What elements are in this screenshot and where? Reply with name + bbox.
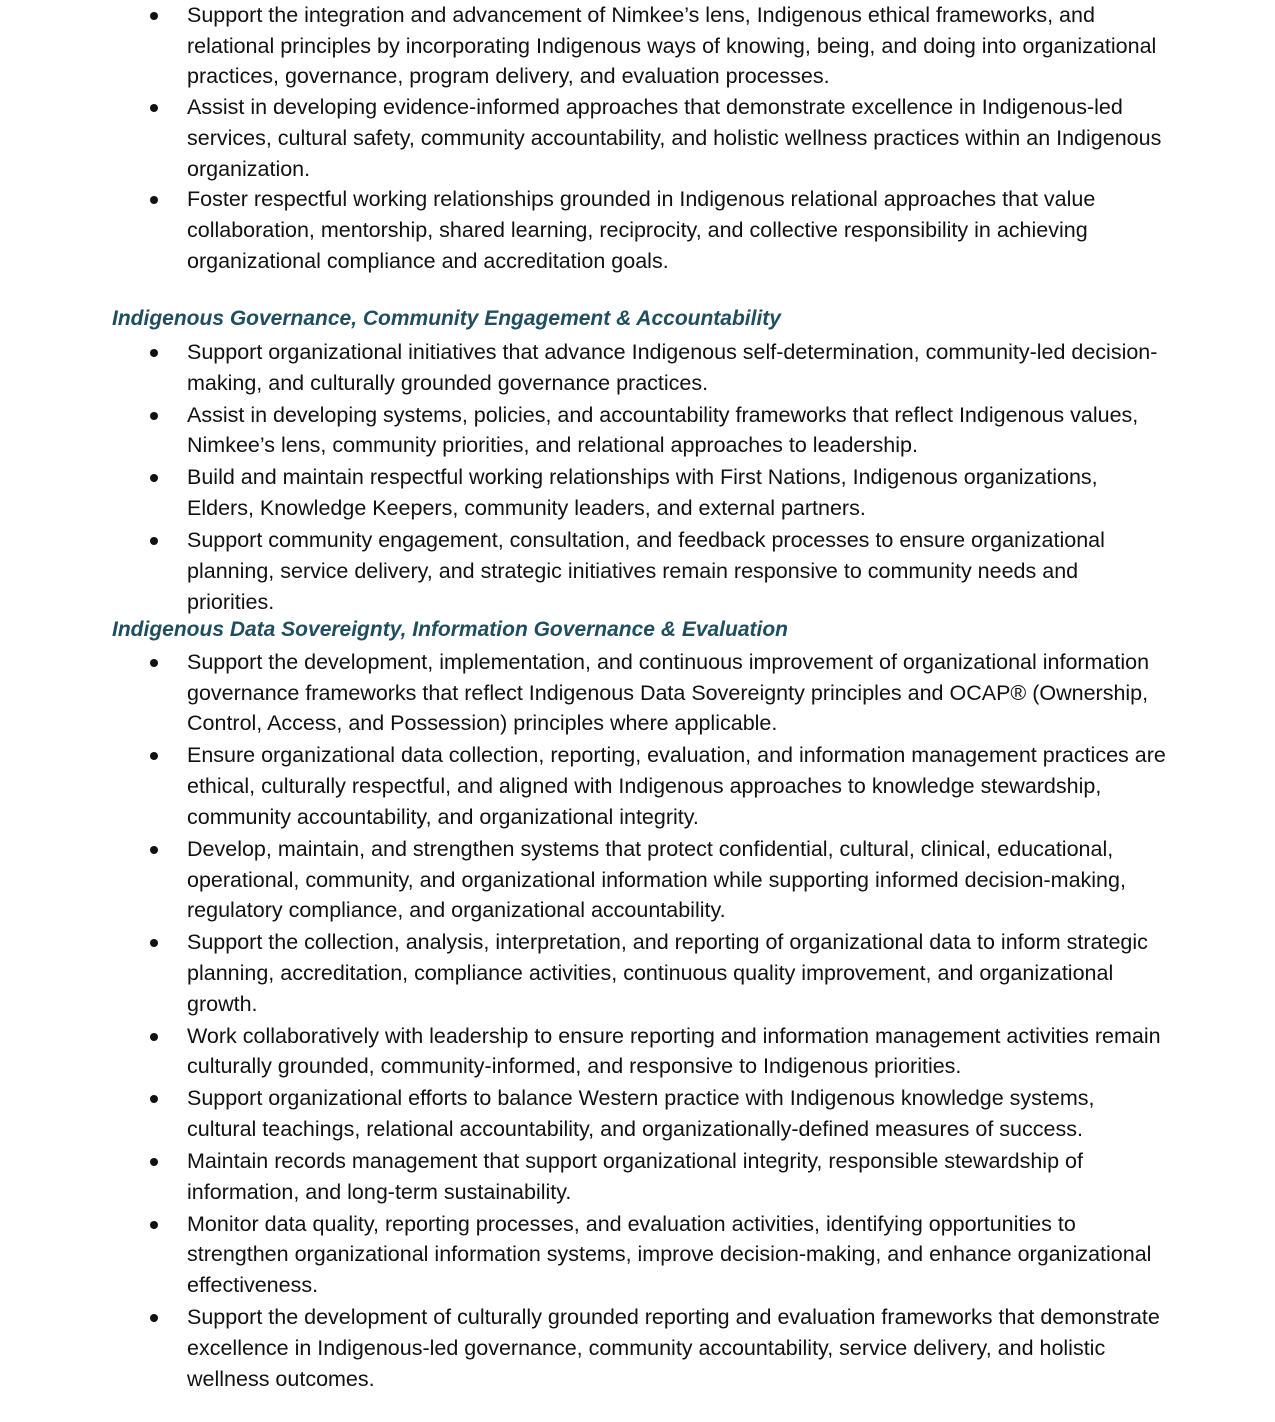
bullet-icon — [150, 1314, 158, 1322]
section-heading-data-sovereignty: Indigenous Data Sovereignty, Information Governance & Evaluation — [112, 618, 789, 641]
list-item: Maintain records management that support organizational integrity, responsible stewardship of information, and long-term sustainability. — [0, 1146, 1167, 1207]
bullet-icon — [150, 1095, 158, 1103]
data-sovereignty-bullet-list — [0, 647, 1275, 1394]
list-item: Support community engagement, consultation, and feedback processes to ensure organizational planning, service delivery, and strategic initiatives remain responsive to community needs and priorities. — [0, 525, 1167, 617]
list-item: Support the integration and advancement of Nimkee’s lens, Indigenous ethical frameworks, and relational principles by incorporating Indigenous ways of knowing, being, and doing into organizational practices, governance, program delivery, and evaluation processes. — [0, 0, 1167, 92]
list-item: Support the development of culturally grounded reporting and evaluation frameworks that demonstrate excellence in Indigenous-led governance, community accountability, service delivery, and holistic wellness outcomes. — [0, 1302, 1167, 1394]
section-heading-governance: Indigenous Governance, Community Engagement & Accountability — [112, 307, 781, 330]
list-item: Foster respectful working relationships grounded in Indigenous relational approaches that value collaboration, mentorship, shared learning, reciprocity, and collective responsibility in achieving organizational compliance and accreditation goals. — [0, 184, 1167, 276]
bullet-icon — [150, 752, 158, 760]
data-sovereignty-section — [0, 647, 1275, 1396]
list-item: Support organizational initiatives that advance Indigenous self-determination, community-led decision-making, and culturally grounded governance practices. — [0, 337, 1167, 398]
bullet-icon — [150, 412, 158, 420]
list-item: Support the collection, analysis, interpretation, and reporting of organizational data to inform strategic planning, accreditation, compliance activities, continuous quality improvement, and organizational growth. — [0, 927, 1167, 1019]
bullet-icon — [150, 659, 158, 667]
list-item: Work collaboratively with leadership to ensure reporting and information management activities remain culturally grounded, community-informed, and responsive to Indigenous priorities. — [0, 1021, 1167, 1082]
list-item: Monitor data quality, reporting processes, and evaluation activities, identifying opportunities to strengthen organizational information systems, improve decision-making, and enhance organizational effectiveness. — [0, 1209, 1167, 1301]
bullet-icon — [150, 537, 158, 545]
intro-bullet-list — [0, 0, 1275, 276]
bullet-icon — [150, 1221, 158, 1229]
bullet-icon — [150, 1158, 158, 1166]
bullet-icon — [150, 196, 158, 204]
list-item: Ensure organizational data collection, reporting, evaluation, and information management practices are ethical, culturally respectful, and aligned with Indigenous approaches to knowledge stewardship, community accountability, and organizational integrity. — [0, 740, 1167, 832]
bullet-icon — [150, 104, 158, 112]
bullet-icon — [150, 474, 158, 482]
bullet-icon — [150, 349, 158, 357]
bullet-icon — [150, 939, 158, 947]
list-item: Assist in developing systems, policies, and accountability frameworks that reflect Indigenous values, Nimkee’s lens, community priorities, and relational approaches to leadership. — [0, 400, 1167, 461]
governance-bullet-list — [0, 337, 1275, 617]
intro-section — [0, 0, 1275, 276]
bullet-icon — [150, 846, 158, 854]
list-item: Support organizational efforts to balance Western practice with Indigenous knowledge systems, cultural teachings, relational accountability, and organizationally-defined measures of success. — [0, 1083, 1167, 1144]
list-item: Develop, maintain, and strengthen systems that protect confidential, cultural, clinical, educational, operational, community, and organizational information while supporting informed decision-making, regulatory compliance, and organizational accountability. — [0, 834, 1167, 926]
bullet-icon — [150, 12, 158, 20]
list-item: Build and maintain respectful working relationships with First Nations, Indigenous organizations, Elders, Knowledge Keepers, community leaders, and external partners. — [0, 462, 1167, 523]
list-item: Support the development, implementation, and continuous improvement of organizational information governance frameworks that reflect Indigenous Data Sovereignty principles and OCAP® (Ownership, Control, Access, and Possession) principles where applicable. — [0, 647, 1167, 739]
governance-section — [0, 337, 1275, 619]
list-item: Assist in developing evidence-informed approaches that demonstrate excellence in Indigenous-led services, cultural safety, community accountability, and holistic wellness practices within an Indigenous organization. — [0, 92, 1167, 184]
bullet-icon — [150, 1033, 158, 1041]
